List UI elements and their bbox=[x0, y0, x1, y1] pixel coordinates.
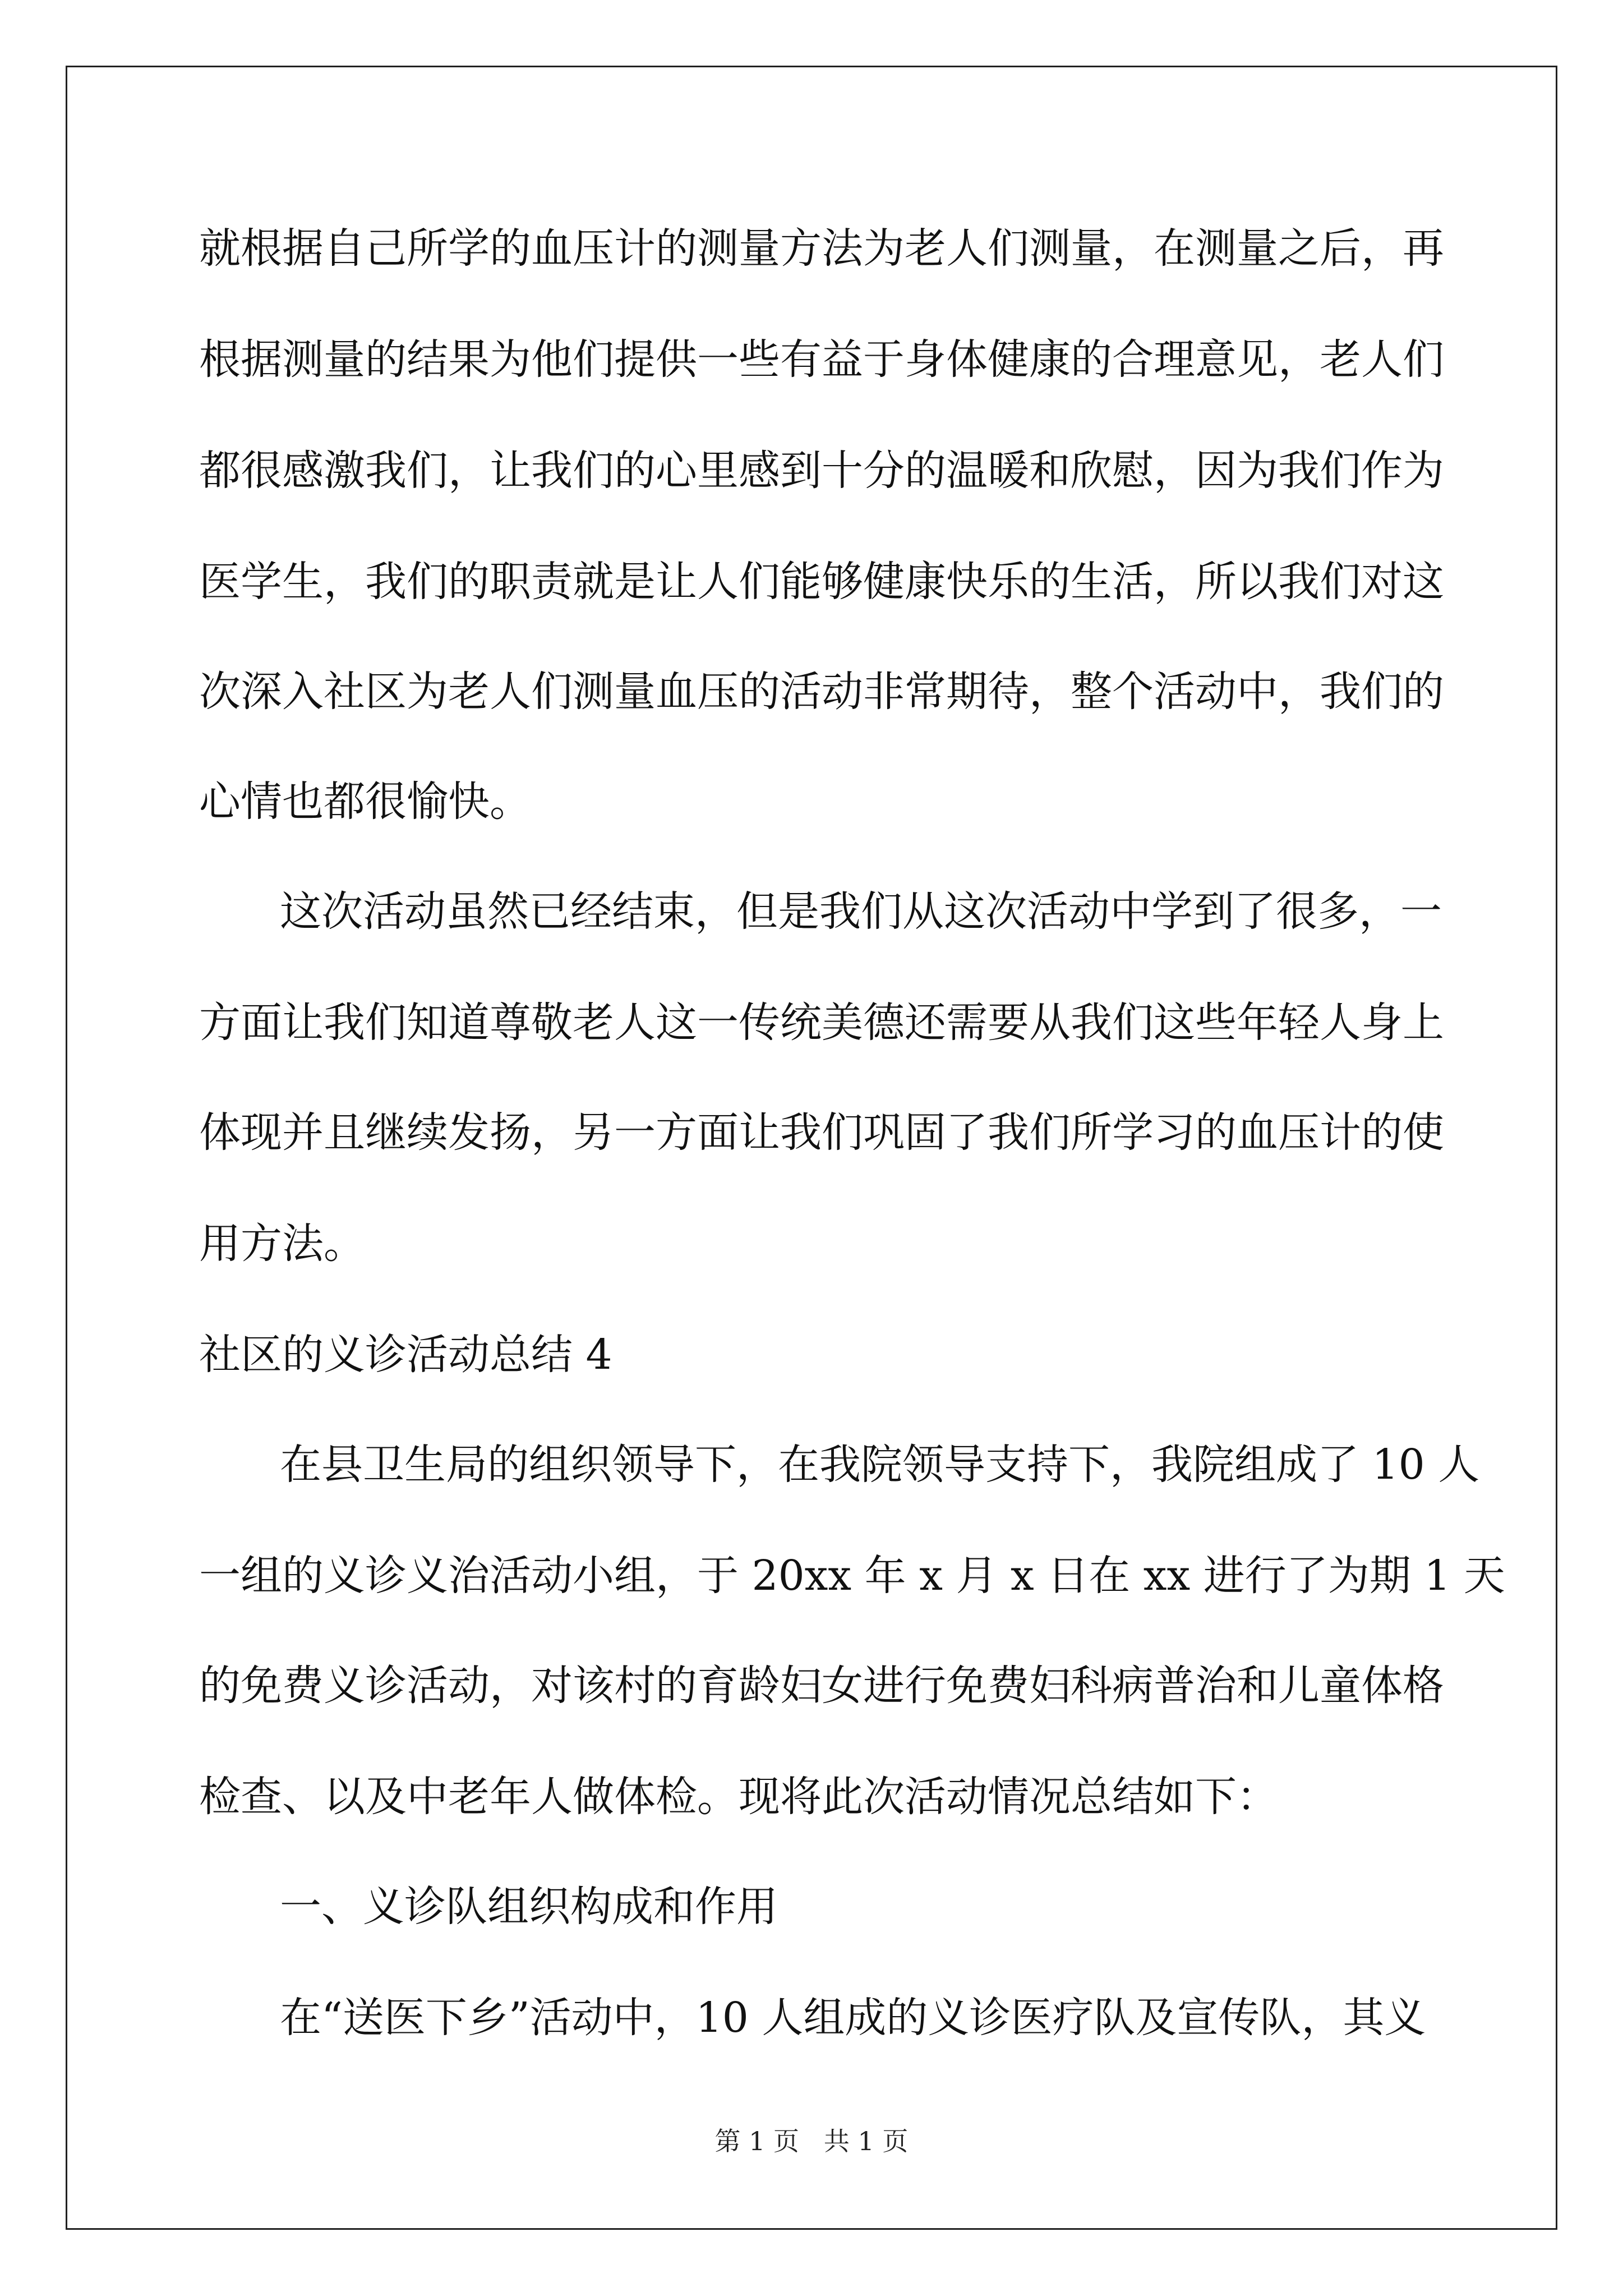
text-line-9: 体现并且继续发扬，另一方面让我们巩固了我们所学习的血压计的使 bbox=[199, 1108, 1444, 1157]
text-line-17: 在“送医下乡”活动中，10 人组成的义诊医疗队及宣传队，其义 bbox=[280, 1994, 1426, 2042]
page-number-footer: 第 1 页 共 1 页 bbox=[714, 2126, 909, 2156]
text-line-3: 都很感激我们，让我们的心里感到十分的温暖和欣慰，因为我们作为 bbox=[199, 447, 1444, 495]
text-line-14: 的免费义诊活动，对该村的育龄妇女进行免费妇科病普治和儿童体格 bbox=[199, 1662, 1444, 1710]
text-line-6: 心情也都很愉快。 bbox=[199, 777, 531, 826]
text-line-2: 根据测量的结果为他们提供一些有益于身体健康的合理意见，老人们 bbox=[199, 335, 1444, 384]
text-line-1: 就根据自己所学的血压计的测量方法为老人们测量，在测量之后，再 bbox=[199, 224, 1444, 273]
text-line-10: 用方法。 bbox=[199, 1220, 365, 1268]
text-line-12: 在县卫生局的组织领导下，在我院领导支持下，我院组成了 10 人 bbox=[280, 1441, 1480, 1489]
text-line-15: 检查、以及中老年人做体检。现将此次活动情况总结如下： bbox=[199, 1773, 1278, 1821]
section-heading: 社区的义诊活动总结 4 bbox=[199, 1331, 612, 1379]
text-line-5: 次深入社区为老人们测量血压的活动非常期待，整个活动中，我们的 bbox=[199, 668, 1444, 716]
subsection-heading: 一、义诊队组织构成和作用 bbox=[280, 1883, 778, 1931]
text-line-4: 医学生，我们的职责就是让人们能够健康快乐的生活，所以我们对这 bbox=[199, 558, 1444, 606]
text-line-13: 一组的义诊义治活动小组，于 20xx 年 x 月 x 日在 xx 进行了为期 1 天 bbox=[199, 1552, 1505, 1600]
text-line-7: 这次活动虽然已经结束，但是我们从这次活动中学到了很多，一 bbox=[280, 887, 1442, 936]
text-line-8: 方面让我们知道尊敬老人这一传统美德还需要从我们这些年轻人身上 bbox=[199, 999, 1444, 1047]
